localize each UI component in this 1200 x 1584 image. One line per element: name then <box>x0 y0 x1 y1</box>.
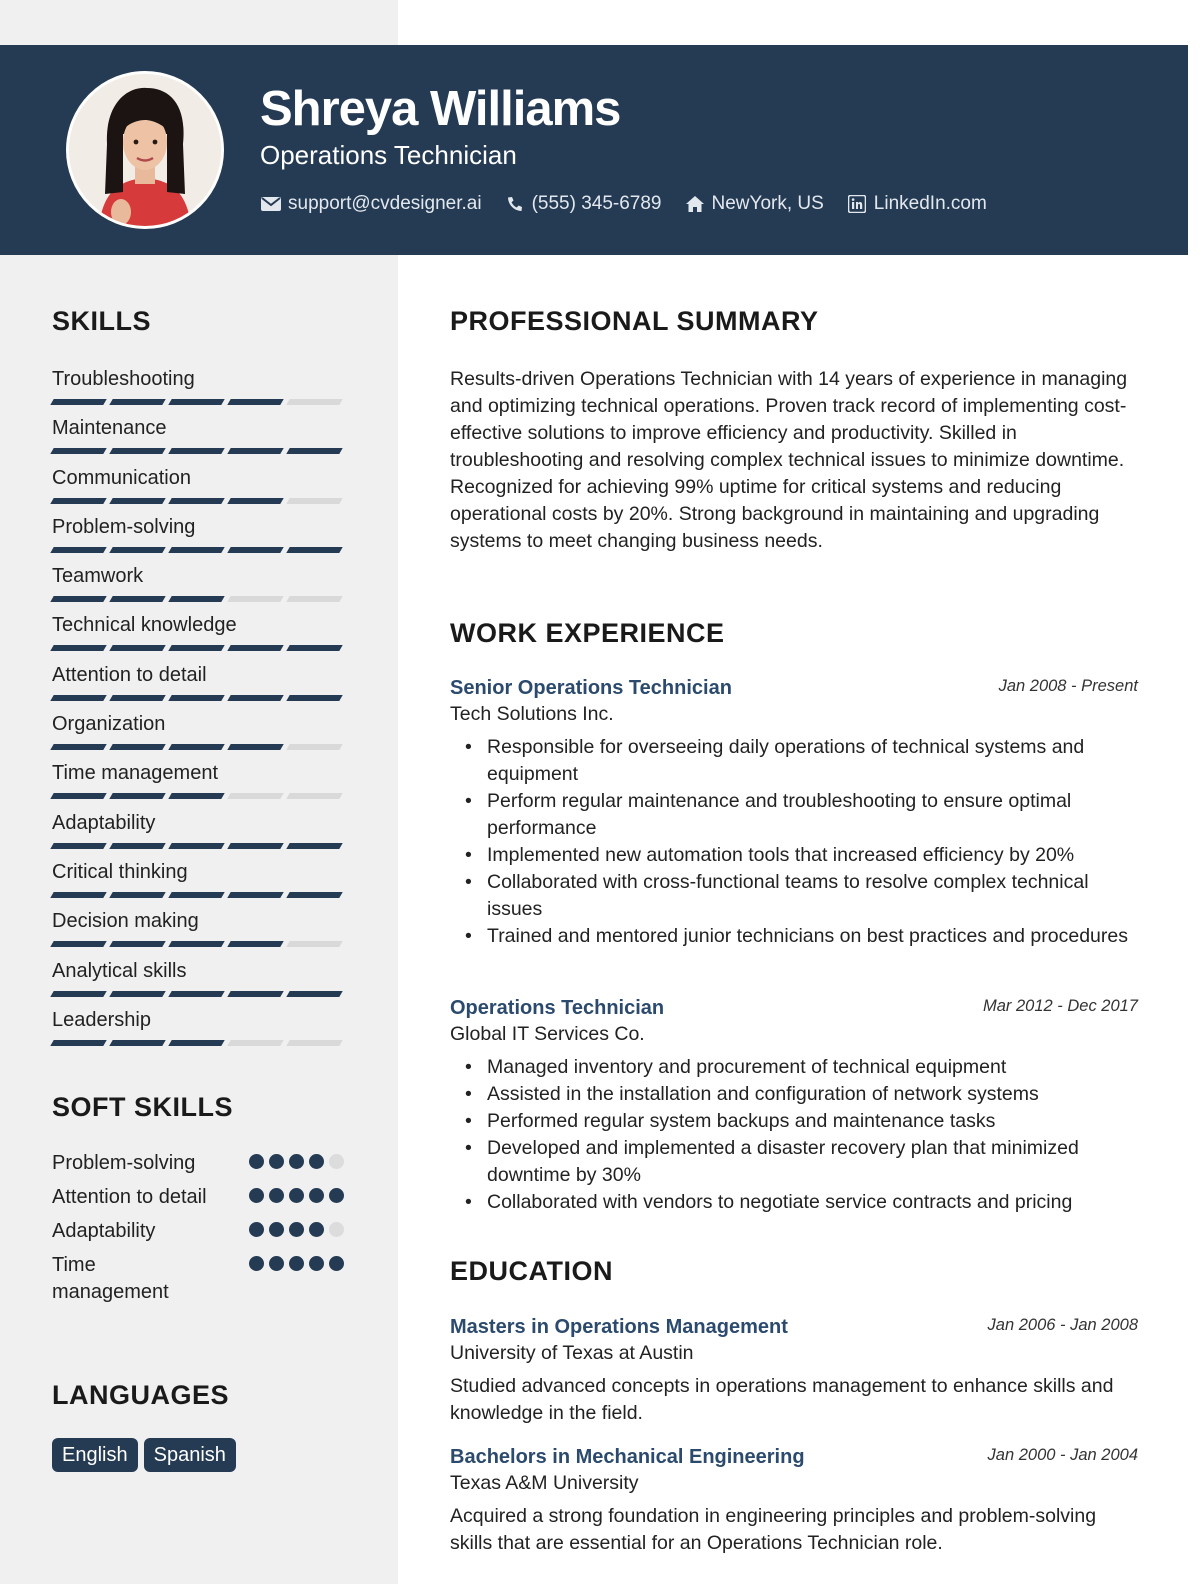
skill-bar-filled <box>50 843 106 849</box>
skill-level-bars <box>52 498 341 504</box>
skill-bar-filled <box>286 448 342 454</box>
skill-bar-empty <box>227 793 283 799</box>
skill-bar-filled <box>168 498 224 504</box>
soft-skill-rating <box>249 1222 344 1237</box>
skill-name: Organization <box>52 713 166 736</box>
soft-skill-name: Attention to detail <box>52 1186 207 1208</box>
language-badge: English <box>52 1438 138 1472</box>
bullet-item: • Performed regular system backups and maintenance tasks <box>487 1108 1138 1135</box>
rating-dot-filled <box>289 1256 304 1271</box>
skill-bar-empty <box>286 1040 342 1046</box>
skill-name: Attention to detail <box>52 663 207 686</box>
summary-text: Results-driven Operations Technician with 14 years of experience in managing and optimizing technical operations. Proven track record of implementing cost-effective solutions to improve efficiency and productivity. Skilled in troubleshooting and resolving complex technical issues to minimize downtime. Recognized for achieving 99% uptime for critical systems and reducing operational costs by 20%. Strong background in maintaining and upgrading systems to meet changing business needs. <box>450 368 1128 552</box>
rating-dot-filled <box>269 1256 284 1271</box>
skill-item <box>52 662 344 711</box>
skill-level-bars <box>52 645 341 651</box>
skill-bar-filled <box>168 1040 224 1046</box>
skill-name: Troubleshooting <box>52 368 195 390</box>
soft-skill-item <box>52 1150 344 1177</box>
skill-item <box>52 612 344 661</box>
bullet-item: • Collaborated with vendors to negotiate service contracts and pricing <box>487 1189 1138 1216</box>
school-name: Texas A&M University <box>450 1472 639 1494</box>
skill-bar-filled <box>109 645 165 651</box>
skill-bar-filled <box>109 1040 165 1046</box>
skill-item <box>52 859 344 908</box>
education-heading: EDUCATION <box>450 1256 613 1286</box>
job-title: Senior Operations Technician <box>450 677 732 699</box>
skill-level-bars <box>52 892 341 898</box>
contact-location-text: NewYork, US <box>711 193 824 214</box>
skill-level-bars <box>52 399 341 405</box>
contact-linkedin-text: LinkedIn.com <box>873 193 987 214</box>
skill-level-bars <box>52 1040 341 1046</box>
skill-level-bars <box>52 448 341 454</box>
skill-name: Decision making <box>52 910 199 933</box>
contact-email-text: support@cvdesigner.ai <box>288 193 482 214</box>
skill-bar-filled <box>168 596 224 602</box>
skill-item <box>52 366 344 415</box>
skill-name: Critical thinking <box>52 860 188 883</box>
soft-skill-rating <box>249 1188 344 1203</box>
skill-bar-filled <box>168 547 224 553</box>
skill-bar-filled <box>50 744 106 750</box>
skills-list <box>52 366 344 1056</box>
bullet-item: • Collaborated with cross-functional teams to resolve complex technical issues <box>487 869 1138 923</box>
candidate-title: Operations Technician <box>260 140 517 170</box>
skill-bar-filled <box>50 596 106 602</box>
skill-item <box>52 958 344 1007</box>
skill-bar-filled <box>109 793 165 799</box>
languages-heading: LANGUAGES <box>52 1380 230 1410</box>
skill-bar-filled <box>109 991 165 997</box>
job-company: Tech Solutions Inc. <box>450 703 614 725</box>
skill-bar-filled <box>227 991 283 997</box>
skill-bar-filled <box>50 448 106 454</box>
job-bullets <box>450 1054 1138 1216</box>
skill-level-bars <box>52 843 341 849</box>
skill-bar-filled <box>286 695 342 701</box>
soft-skill-item <box>52 1184 344 1211</box>
skill-name: Teamwork <box>52 565 144 588</box>
skill-bar-filled <box>286 843 342 849</box>
avatar <box>66 71 224 229</box>
education-dates: Jan 2000 - Jan 2004 <box>987 1446 1138 1464</box>
skill-bar-filled <box>50 941 106 947</box>
phone-icon <box>504 194 526 214</box>
skill-name: Leadership <box>52 1008 151 1031</box>
soft-skill-item <box>52 1252 344 1306</box>
language-badge: Spanish <box>144 1438 236 1472</box>
skill-item <box>52 760 344 809</box>
skill-bar-filled <box>227 448 283 454</box>
skill-bar-filled <box>227 892 283 898</box>
skill-name: Technical knowledge <box>52 614 237 637</box>
rating-dot-empty <box>329 1154 344 1169</box>
bullet-item: • Perform regular maintenance and troubleshooting to ensure optimal performance <box>487 788 1138 842</box>
rating-dot-filled <box>269 1188 284 1203</box>
skill-bar-filled <box>168 399 224 405</box>
resume-header <box>0 45 1188 255</box>
linkedin-icon <box>846 194 868 214</box>
skill-level-bars <box>52 695 341 701</box>
skill-name: Communication <box>52 466 191 489</box>
skill-bar-filled <box>109 448 165 454</box>
candidate-name: Shreya Williams <box>260 82 621 136</box>
skill-bar-filled <box>168 793 224 799</box>
education-description: Acquired a strong foundation in engineering principles and problem-solving skills that are essential for an Operations Technician role. <box>450 1505 1097 1554</box>
education-dates: Jan 2006 - Jan 2008 <box>987 1316 1138 1334</box>
skill-bar-filled <box>227 843 283 849</box>
skill-bar-filled <box>109 744 165 750</box>
skill-item <box>52 465 344 514</box>
skill-bar-filled <box>227 695 283 701</box>
skill-item <box>52 415 344 464</box>
experience-heading: WORK EXPERIENCE <box>450 618 725 648</box>
rating-dot-filled <box>269 1154 284 1169</box>
skill-bar-filled <box>168 892 224 898</box>
skill-bar-filled <box>109 498 165 504</box>
skill-bar-filled <box>168 991 224 997</box>
rating-dot-filled <box>309 1222 324 1237</box>
skill-item <box>52 810 344 859</box>
skill-bar-empty <box>286 793 342 799</box>
home-icon <box>684 194 706 214</box>
soft-skill-rating <box>249 1256 344 1271</box>
skill-bar-filled <box>227 547 283 553</box>
skill-bar-filled <box>109 695 165 701</box>
bullet-item: • Trained and mentored junior technicians on best practices and procedures <box>487 923 1138 950</box>
skill-item <box>52 563 344 612</box>
skill-bar-filled <box>227 399 283 405</box>
skill-bar-empty <box>286 744 342 750</box>
education-entry <box>450 1446 1138 1557</box>
skill-bar-filled <box>50 695 106 701</box>
skill-level-bars <box>52 596 341 602</box>
skill-name: Analytical skills <box>52 959 187 982</box>
contact-location <box>684 193 824 215</box>
contact-phone-text: (555) 345-6789 <box>531 193 662 214</box>
rating-dot-filled <box>249 1222 264 1237</box>
skill-level-bars <box>52 991 341 997</box>
skill-bar-empty <box>286 399 342 405</box>
rating-dot-filled <box>309 1188 324 1203</box>
degree-title: Bachelors in Mechanical Engineering <box>450 1446 805 1468</box>
soft-skill-name: Time management <box>52 1254 169 1303</box>
skill-bar-filled <box>286 991 342 997</box>
rating-dot-filled <box>249 1188 264 1203</box>
rating-dot-filled <box>289 1154 304 1169</box>
skill-bar-filled <box>227 744 283 750</box>
envelope-icon <box>260 194 282 214</box>
skill-bar-filled <box>50 547 106 553</box>
skill-bar-filled <box>286 547 342 553</box>
skill-bar-filled <box>109 843 165 849</box>
skill-bar-filled <box>50 892 106 898</box>
skill-bar-filled <box>50 991 106 997</box>
contact-row <box>260 190 1009 218</box>
rating-dot-filled <box>249 1154 264 1169</box>
skill-bar-filled <box>50 399 106 405</box>
rating-dot-filled <box>289 1222 304 1237</box>
skill-bar-filled <box>168 695 224 701</box>
rating-dot-filled <box>309 1154 324 1169</box>
soft-skill-rating <box>249 1154 344 1169</box>
skill-bar-empty <box>286 498 342 504</box>
skill-bar-filled <box>227 498 283 504</box>
skill-bar-filled <box>50 645 106 651</box>
rating-dot-empty <box>329 1222 344 1237</box>
job-bullets <box>450 734 1138 950</box>
rating-dot-filled <box>249 1256 264 1271</box>
soft-skill-name: Problem-solving <box>52 1152 196 1174</box>
education-entry <box>450 1316 1138 1427</box>
skill-name: Problem-solving <box>52 515 196 538</box>
skill-name: Maintenance <box>52 417 167 440</box>
skill-item <box>52 514 344 563</box>
skill-bar-filled <box>50 793 106 799</box>
education-description: Studied advanced concepts in operations management to enhance skills and knowledge in the field. <box>450 1375 1114 1424</box>
skill-bar-filled <box>168 645 224 651</box>
bullet-item: • Managed inventory and procurement of technical equipment <box>487 1054 1138 1081</box>
rating-dot-filled <box>329 1256 344 1271</box>
skill-name: Time management <box>52 762 218 785</box>
contact-phone[interactable] <box>504 193 662 215</box>
skill-name: Adaptability <box>52 811 156 834</box>
skill-bar-empty <box>227 596 283 602</box>
skill-bar-filled <box>286 892 342 898</box>
contact-email[interactable] <box>260 193 482 215</box>
skill-bar-filled <box>168 448 224 454</box>
skill-bar-filled <box>109 399 165 405</box>
contact-linkedin[interactable] <box>846 193 987 215</box>
soft-skill-item <box>52 1218 344 1245</box>
soft-skills-heading: SOFT SKILLS <box>52 1092 233 1122</box>
languages-list <box>52 1438 236 1472</box>
skill-level-bars <box>52 744 341 750</box>
bullet-item: • Responsible for overseeing daily operations of technical systems and equipment <box>487 734 1138 788</box>
skill-bar-filled <box>227 645 283 651</box>
skill-level-bars <box>52 547 341 553</box>
rating-dot-filled <box>329 1188 344 1203</box>
skill-level-bars <box>52 793 341 799</box>
job-title: Operations Technician <box>450 997 665 1019</box>
skill-bar-filled <box>109 596 165 602</box>
skill-item <box>52 908 344 957</box>
soft-skill-name: Adaptability <box>52 1220 156 1242</box>
skill-bar-filled <box>109 892 165 898</box>
skill-bar-filled <box>50 498 106 504</box>
summary-heading: PROFESSIONAL SUMMARY <box>450 306 819 336</box>
skill-bar-filled <box>227 941 283 947</box>
skill-bar-empty <box>286 941 342 947</box>
skill-bar-filled <box>109 941 165 947</box>
skill-bar-filled <box>168 744 224 750</box>
job-company: Global IT Services Co. <box>450 1023 645 1045</box>
skills-heading: SKILLS <box>52 306 152 336</box>
bullet-item: • Assisted in the installation and configuration of network systems <box>487 1081 1138 1108</box>
job-entry <box>450 997 1138 1216</box>
school-name: University of Texas at Austin <box>450 1342 694 1364</box>
soft-skills-list <box>52 1150 344 1313</box>
skill-bar-empty <box>286 596 342 602</box>
skill-bar-filled <box>286 645 342 651</box>
job-dates: Jan 2008 - Present <box>998 677 1138 695</box>
skill-item <box>52 711 344 760</box>
skill-bar-filled <box>50 1040 106 1046</box>
job-dates: Mar 2012 - Dec 2017 <box>982 997 1138 1015</box>
skill-bar-filled <box>168 941 224 947</box>
bullet-item: • Implemented new automation tools that increased efficiency by 20% <box>487 842 1138 869</box>
degree-title: Masters in Operations Management <box>450 1316 788 1338</box>
rating-dot-filled <box>309 1256 324 1271</box>
job-entry <box>450 677 1138 950</box>
bullet-item: • Developed and implemented a disaster recovery plan that minimized downtime by 30% <box>487 1135 1138 1189</box>
rating-dot-filled <box>289 1188 304 1203</box>
skill-bar-filled <box>109 547 165 553</box>
rating-dot-filled <box>269 1222 284 1237</box>
skill-item <box>52 1007 344 1056</box>
skill-level-bars <box>52 941 341 947</box>
skill-bar-empty <box>227 1040 283 1046</box>
skill-bar-filled <box>168 843 224 849</box>
